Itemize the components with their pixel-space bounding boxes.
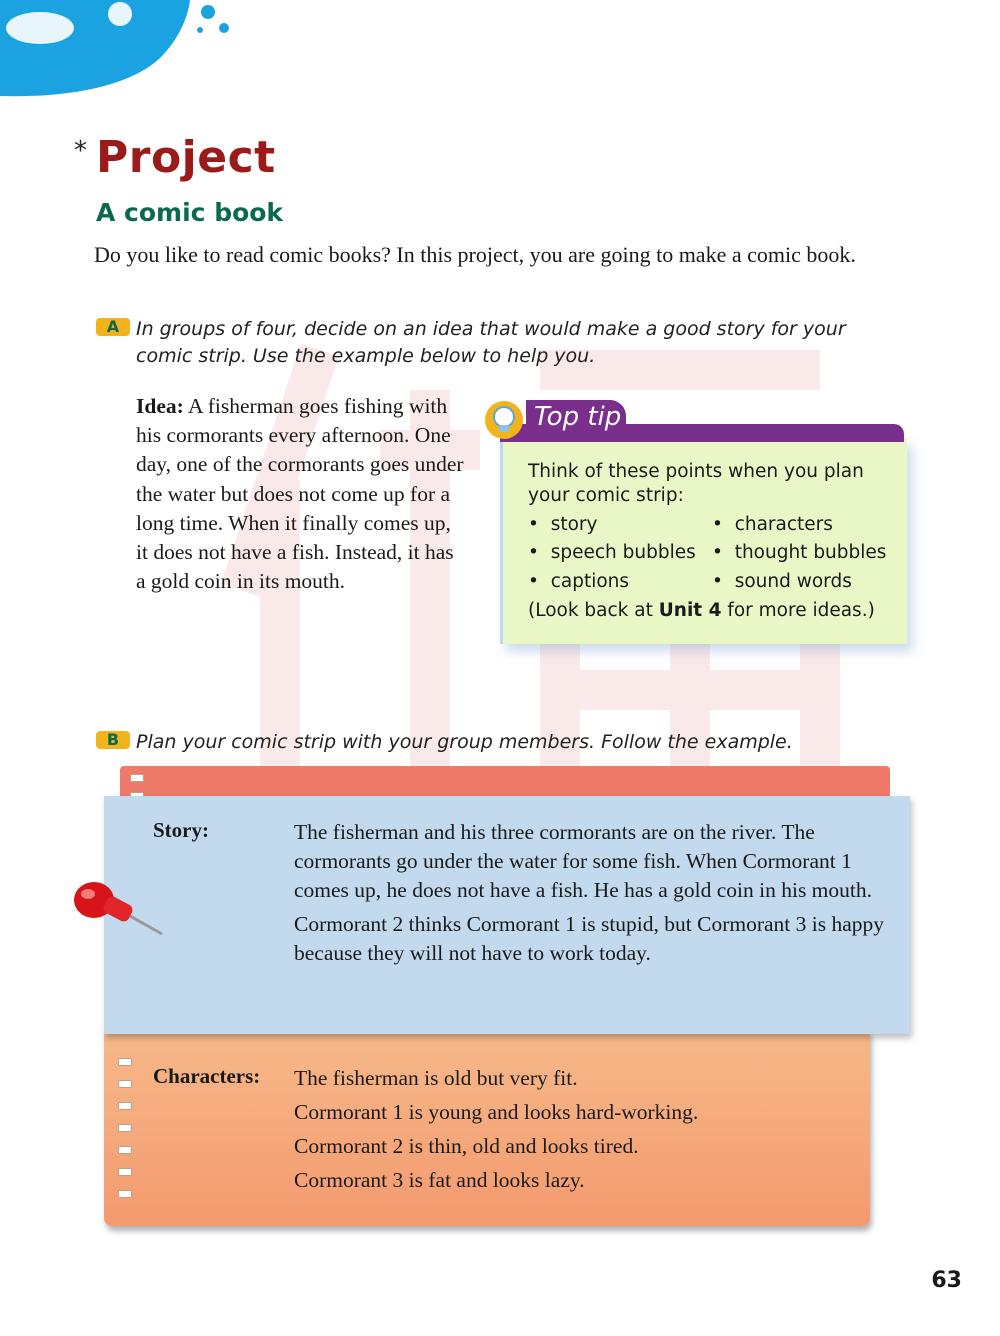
character-line: The fisherman is old but very fit.: [294, 1066, 578, 1090]
blue-splash-decoration: [0, 0, 240, 100]
push-pin-icon: [70, 876, 170, 946]
tip-point-thought-bubbles: • thought bubbles: [712, 542, 887, 563]
idea-label: Idea:: [136, 394, 184, 418]
intro-paragraph: Do you like to read comic books? In this project, you are going to make a comic book.: [94, 242, 856, 267]
step-a-instruction: In groups of four, decide on an idea that would make a good story for your comic strip. Use the example below to help you.: [136, 318, 846, 367]
story-paragraph-2: Cormorant 2 thinks Cormorant 1 is stupid, but Cormorant 3 is happy because they will not have to work today.: [294, 912, 885, 965]
top-tip-note: (Look back at Unit 4 for more ideas.): [528, 600, 875, 621]
lightbulb-icon: [484, 400, 524, 440]
character-line: Cormorant 2 is thin, old and looks tired.: [294, 1134, 639, 1158]
step-b-badge: B: [96, 730, 130, 749]
character-line: Cormorant 1 is young and looks hard-working.: [294, 1100, 699, 1124]
idea-text: A fisherman goes fishing with his cormorants every afternoon. One day, one of the cormorants goes under the water but does not come up for a long time. When it finally comes up, it does not have a fish. Instead, it has a gold coin in its mouth.: [136, 394, 464, 594]
tip-point-speech-bubbles: • speech bubbles: [528, 542, 696, 563]
idea-paragraph: [136, 392, 466, 596]
character-line: Cormorant 3 is fat and looks lazy.: [294, 1168, 585, 1192]
tip-point-sound-words: • sound words: [712, 571, 852, 592]
tip-point-captions: • captions: [528, 571, 630, 592]
characters-label: Characters:: [153, 1064, 261, 1088]
tip-point-story: • story: [528, 514, 598, 535]
story-paragraph-1: The fisherman and his three cormorants are on the river. The cormorants go under the water for some fish. When Cormorant 1 comes up, he does not have a fish. He has a gold coin in his mouth.: [294, 820, 873, 902]
story-label: Story:: [153, 818, 209, 842]
title-asterisk: *: [74, 136, 87, 166]
characters-list: [294, 1064, 854, 1195]
step-a-badge: A: [96, 317, 130, 336]
top-tip-intro: Think of these points when you plan your comic strip:: [528, 461, 864, 506]
step-b-instruction: Plan your comic strip with your group members. Follow the example.: [136, 731, 793, 753]
story-text: [294, 818, 894, 968]
page-title: Project: [96, 132, 276, 183]
page-subtitle: A comic book: [96, 198, 284, 227]
page-number: 63: [931, 1268, 962, 1293]
top-tip-title: Top tip: [534, 402, 622, 432]
tip-point-characters: • characters: [712, 514, 833, 535]
